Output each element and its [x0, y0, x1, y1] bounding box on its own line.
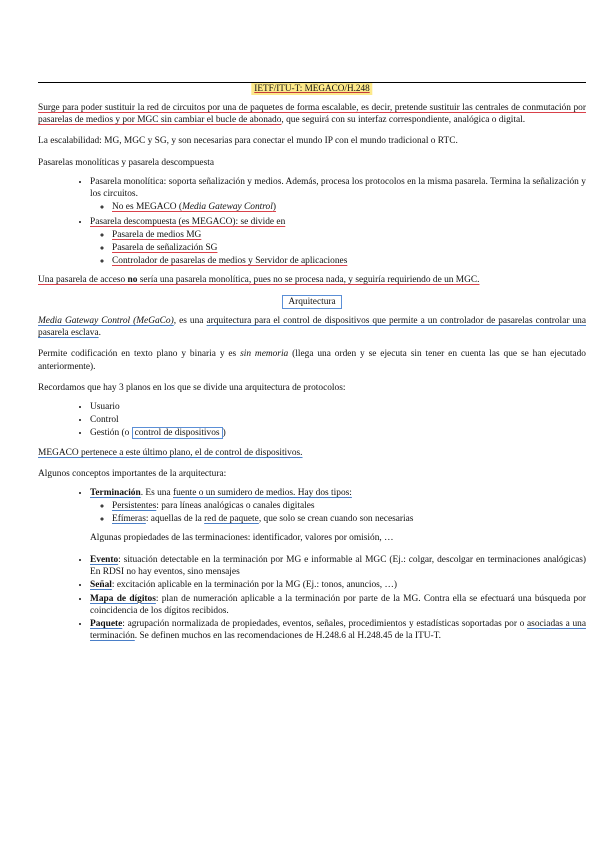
- monolithic-subitem: [112, 201, 586, 213]
- decomposed-sublist: [90, 229, 586, 268]
- scalability-paragraph: La escalabilidad: MG, MGC y SG, y son necesarias para conectar el mundo IP con el mundo tradicional o RTC.: [38, 136, 458, 147]
- termination-list: [38, 487, 586, 526]
- termination-term: Terminación: [90, 488, 141, 499]
- megaco-definition-highlight: arquitectura para el control de dispositivos que permite a un controlador de pasarelas controlar una pasarela esclava: [38, 315, 586, 339]
- termination-highlight: fuente o un sumidero de medios. Hay dos tipos:: [173, 488, 352, 499]
- concept-event: • Evento: situación detectable en la terminación por MG e informable al MGC (Ej.: colgar, descolgar en terminaciones analógicas) En RDSI no hay eventos, sino mensajes: [90, 554, 586, 578]
- termination-persistent: ◦ Persistentes: para líneas analógicas o canales digitales: [112, 500, 586, 512]
- termination-sublist: [90, 500, 586, 525]
- monolithic-sub-suffix: ): [272, 202, 276, 213]
- gateways-list: [38, 176, 586, 268]
- document-title: IETF/ITU-T: MEGACO/H.248: [251, 83, 372, 95]
- megaco-plane-paragraph: MEGACO pertenece a este último plano, el de control de dispositivos.: [38, 447, 303, 458]
- planes-intro: Recordamos que hay 3 planos en los que se divide una arquitectura de protocolos:: [38, 382, 346, 393]
- access-gateway-bold: no: [127, 275, 138, 286]
- document-page: [38, 78, 586, 648]
- monolithic-text: Pasarela monolítica: soporta señalización y medios. Además, procesa los protocolos en la misma pasarela. Termina la señalización y los circuitos.: [90, 176, 586, 200]
- coding-paragraph: Permite codificación en texto plano y binaria y es sin memoria (llega una orden y se ejecuta sin tener en cuenta las que se han ejecutado anteriormente).: [38, 349, 586, 372]
- concept-signal: • Señal: excitación aplicable en la terminación por la MG (Ej.: tonos, anuncios, …): [90, 579, 586, 591]
- intro-part1: Surge para poder sustituir la red de circuitos por una de paquetes de forma escalable, es decir,: [38, 103, 395, 113]
- monolithic-item: [90, 176, 586, 214]
- plane-gestion: • Gestión (o control de dispositivos ): [90, 427, 586, 439]
- decomposed-subitem-mg: ◦ Pasarela de medios MG: [112, 229, 586, 241]
- plane-control: • Control: [90, 414, 586, 426]
- termination-properties: Algunas propiedades de las terminaciones: identificador, valores por omisión, …: [90, 532, 394, 543]
- title-bar: [38, 78, 586, 94]
- planes-list: [38, 401, 586, 440]
- intro-part3: , que seguirá con su interfaz correspondiente, analógica o digital.: [281, 115, 526, 126]
- termination-ephemeral: ◦ Efímeras: aquellas de la red de paquete, que solo se crean cuando son necesarias: [112, 513, 586, 525]
- plane-usuario: • Usuario: [90, 401, 586, 413]
- termination-item: • Terminación. Es una fuente o un sumidero de medios. Hay dos tipos: ◦ Persistentes: para líneas analógicas o canales digitales ◦ Efímeras: aquellas de la red de paquete, que solo se crean cuando son necesarias: [90, 487, 586, 526]
- megaco-definition-italic: Media Gateway Control (MeGaCo): [38, 315, 174, 326]
- decomposed-subitem-controller: ◦ Controlador de pasarelas de medios y Servidor de aplicaciones: [112, 255, 586, 267]
- coding-italic: sin memoria: [240, 349, 289, 360]
- architecture-heading: Arquitectura: [282, 295, 341, 309]
- concept-package: • Paquete: agrupación normalizada de propiedades, eventos, señales, procedimientos y estadísticas soportadas por o asociadas a una terminación. Se definen muchos en las recomendaciones de H.248.6 al H.248.45 de la ITU-T.: [90, 618, 586, 642]
- concept-digit-map: • Mapa de dígitos: plan de numeración aplicable a la terminación por parte de la MG. Contra ella se efectuará una búsqueda por coincidencia de los dígitos recibidos.: [90, 593, 586, 617]
- monolithic-sublist: [90, 201, 586, 213]
- plane-gestion-boxed: control de dispositivos: [132, 427, 223, 439]
- megaco-definition: Media Gateway Control (MeGaCo), es una arquitectura para el control de dispositivos que permite a un controlador de pasarelas controlar una pasarela esclava.: [38, 315, 586, 339]
- decomposed-subitem-sg: ◦ Pasarela de señalización SG: [112, 242, 586, 254]
- monolithic-sub-prefix: No es MEGACO (: [112, 202, 183, 213]
- architecture-heading-wrap: [38, 296, 586, 308]
- concepts-intro: Algunos conceptos importantes de la arquitectura:: [38, 468, 227, 479]
- decomposed-item: [90, 216, 586, 268]
- concepts-list: [38, 554, 586, 643]
- intro-paragraph: [38, 102, 586, 126]
- gateways-heading: Pasarelas monolíticas y pasarela descompuesta: [38, 157, 214, 168]
- monolithic-sub-italic: Media Gateway Control: [182, 202, 273, 213]
- decomposed-text: Pasarela descompuesta (es MEGACO): se divide en: [90, 216, 286, 227]
- intro-part2: pretende sustituir las centrales de conmutación por pasarelas de medios y por MGC sin cambiar el bucle de abonado: [38, 103, 586, 126]
- access-gateway-paragraph: Una pasarela de acceso no sería una pasarela monolítica, pues no se procesa nada, y seguiría requiriendo de un MGC.: [38, 275, 480, 286]
